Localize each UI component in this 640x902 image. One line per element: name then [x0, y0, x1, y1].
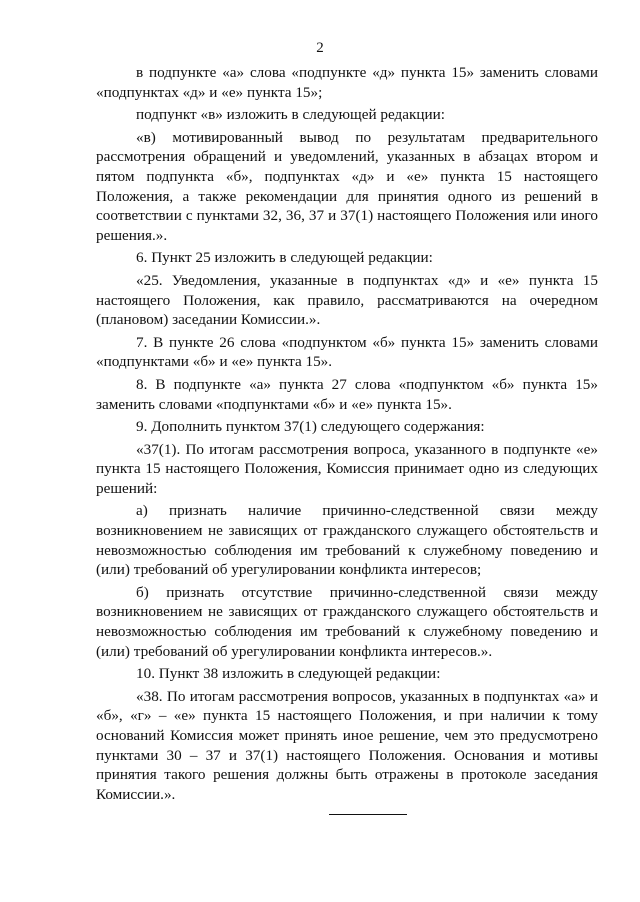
paragraph-6: 7. В пункте 26 слова «подпунктом «б» пункта 15» заменить словами «подпунктами «б» и «е» пункта 15». [96, 333, 598, 371]
paragraph-5: «25. Уведомления, указанные в подпунктах «д» и «е» пункта 15 настоящего Положения, как правило, рассматриваются на очередном (плановом) заседании Комиссии.». [96, 271, 598, 329]
paragraph-8: 9. Дополнить пунктом 37(1) следующего содержания: [136, 418, 485, 436]
paragraph-2: подпункт «в» изложить в следующей редакции: [136, 106, 445, 124]
paragraph-13: «38. По итогам рассмотрения вопросов, указанных в подпунктах «а» и «б», «г» – «е» пункта 15 настоящего Положения, и при наличии к тому оснований Комиссия может принять иное решение, чем это предусмотрено пунктами 30 – 37 и 37(1) настоящего Положения. Основания и мотивы принятия такого решения должны быть отражены в протоколе заседания Комиссии.». [96, 687, 598, 803]
paragraph-12: 10. Пункт 38 изложить в следующей редакции: [136, 665, 441, 683]
paragraph-10: а) признать наличие причинно-следственной связи между возникновением не зависящих от гражданского служащего обстоятельств и невозможностью соблюдения им требований к служебному поведению и (или) требований об урегулировании конфликта интересов; [96, 502, 598, 579]
paragraph-3: «в) мотивированный вывод по результатам предварительного рассмотрения обращений и уведомлений, указанных в абзацах втором и пятом подпункта «б», подпунктах «д» и «е» пункта 15 настоящего Положения, а также рекомендации для принятия одного из решений в соответствии с пунктами 32, 36, 37 и 37(1) настоящего Положения или иного решения.». [96, 128, 598, 244]
footer-rule [329, 814, 407, 815]
paragraph-11: б) признать отсутствие причинно-следственной связи между возникновением не зависящих от гражданского служащего обстоятельств и невозможностью соблюдения им требований к служебному поведению и (или) требований об урегулировании конфликта интересов.». [96, 583, 598, 660]
paragraph-9: «37(1). По итогам рассмотрения вопроса, указанного в подпункте «е» пункта 15 настоящего Положения, Комиссия принимает одно из следующих решений: [96, 440, 598, 497]
page-number: 2 [316, 40, 324, 56]
paragraph-1: в подпункте «а» слова «подпункте «д» пункта 15» заменить словами «подпунктах «д» и «е» пункта 15»; [96, 64, 598, 101]
paragraph-4: 6. Пункт 25 изложить в следующей редакции: [136, 249, 433, 267]
paragraph-7: 8. В подпункте «а» пункта 27 слова «подпунктом «б» пункта 15» заменить словами «подпунктами «б» и «е» пункта 15». [96, 375, 598, 413]
document-body [96, 63, 598, 807]
